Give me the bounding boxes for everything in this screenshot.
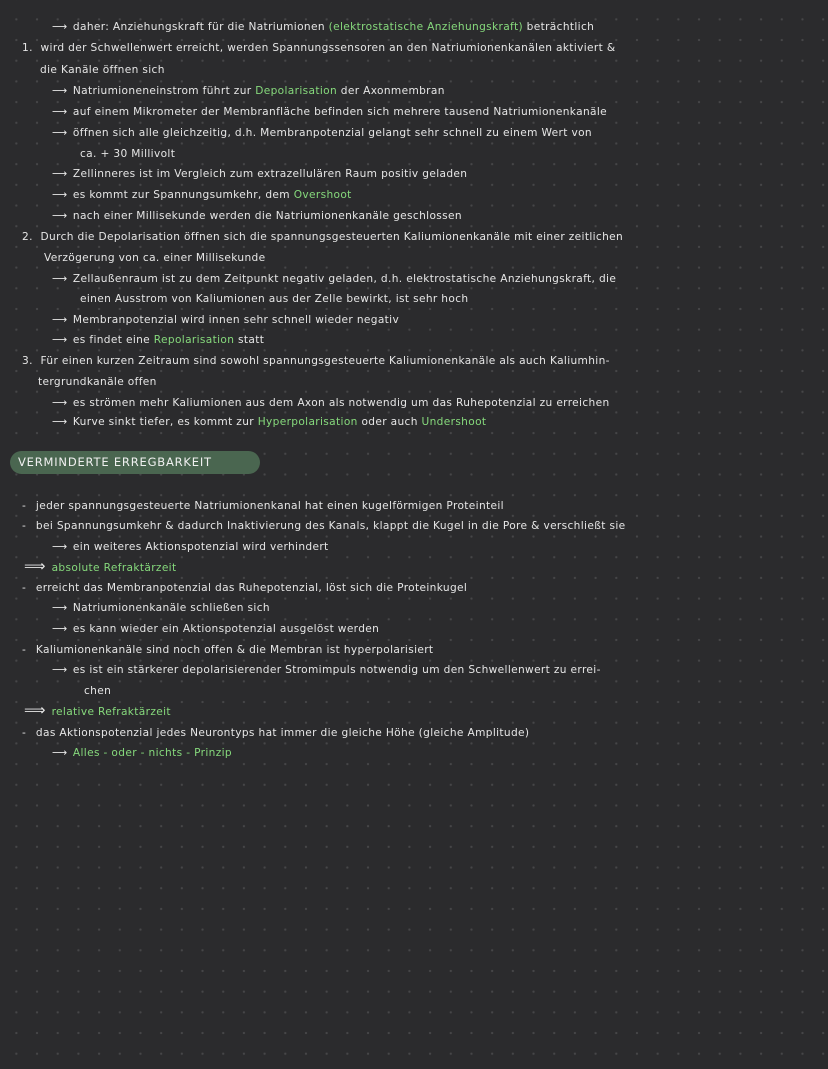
note-text: Kaliumionenkanäle sind noch offen & die Membran ist hyperpolarisiert (35, 644, 434, 656)
note-line (52, 396, 610, 410)
note-text: es kommt zur Spannungsumkehr, dem (72, 189, 290, 201)
note-text: öffnen sich alle gleichzeitig, d.h. Membranpotenzial gelangt sehr schnell zu einem Wert von (72, 127, 592, 139)
note-text: Natriumioneneinstrom führt zur (72, 85, 252, 97)
note-text: die Kanäle öffnen sich (40, 64, 165, 76)
arrow-icon: ⟶ (52, 314, 67, 326)
note-line (52, 167, 467, 181)
conclusion-line (24, 559, 176, 575)
note-line (52, 188, 352, 202)
note-line (52, 313, 399, 327)
note-line (52, 415, 486, 429)
note-line (52, 209, 462, 223)
note-line (52, 105, 607, 119)
note-text: tergrundkanäle offen (38, 376, 157, 388)
note-line (52, 622, 379, 636)
arrow-icon: ⟶ (52, 397, 67, 409)
highlight-term: Undershoot (421, 416, 487, 428)
arrow-icon: ⟶ (52, 602, 67, 614)
list-number: 1. (22, 42, 33, 54)
note-line (84, 684, 111, 698)
bullet-line (22, 499, 504, 513)
numbered-line (22, 41, 615, 55)
numbered-line (22, 354, 610, 368)
note-text: das Aktionspotenzial jedes Neurontyps hat immer die gleiche Höhe (gleiche Amplitude) (35, 727, 530, 739)
arrow-icon: ⟶ (52, 334, 67, 346)
note-text: Zellinneres ist im Vergleich zum extrazellulären Raum positiv geladen (72, 168, 468, 180)
arrow-icon: ⟶ (52, 416, 67, 428)
note-line (38, 375, 157, 389)
note-text: einen Ausstrom von Kaliumionen aus der Zelle bewirkt, ist sehr hoch (80, 293, 469, 305)
note-line (52, 663, 601, 677)
highlight-term: Depolarisation (255, 85, 338, 97)
arrow-icon: ⟶ (52, 210, 67, 222)
note-text: es ist ein stärkerer depolarisierender Stromimpuls notwendig um den Schwellenwert zu errei- (72, 664, 601, 676)
arrow-icon: ⟶ (52, 747, 67, 759)
note-text: ca. + 30 Millivolt (80, 148, 176, 160)
bullet-line (22, 726, 529, 740)
note-line (52, 272, 616, 286)
highlight-term: Repolarisation (153, 334, 235, 346)
note-line (52, 20, 594, 34)
double-arrow-icon: ⟹ (24, 557, 46, 575)
note-line (52, 84, 445, 98)
note-text: Natriumionenkanäle schließen sich (72, 602, 270, 614)
section-heading: VERMINDERTE ERREGBARKEIT (10, 451, 260, 474)
list-number: 3. (22, 355, 33, 367)
note-line (80, 292, 468, 306)
note-line (80, 147, 175, 161)
note-line (44, 251, 266, 265)
note-text: Durch die Depolarisation öffnen sich die spannungsgesteuerten Kaliumionenkanäle mit einer zeitlichen (40, 231, 624, 243)
note-text: statt (238, 334, 265, 346)
bullet-dash: - (22, 727, 27, 739)
highlight-term: relative Refraktärzeit (51, 706, 171, 718)
list-number: 2. (22, 231, 33, 243)
note-text: es strömen mehr Kaliumionen aus dem Axon als notwendig um das Ruhepotenzial zu erreichen (72, 397, 610, 409)
note-text: Für einen kurzen Zeitraum sind sowohl spannungsgesteuerte Kaliumionenkanäle als auch Kaliumhin- (40, 355, 610, 367)
arrow-icon: ⟶ (52, 106, 67, 118)
highlight-term: (elektrostatische Anziehungskraft) (328, 21, 523, 33)
arrow-icon: ⟶ (52, 541, 67, 553)
arrow-icon: ⟶ (52, 664, 67, 676)
arrow-icon: ⟶ (52, 273, 67, 285)
bullet-line (22, 643, 433, 657)
note-line (52, 540, 329, 554)
note-line (52, 333, 264, 347)
note-line (52, 126, 592, 140)
numbered-line (22, 230, 623, 244)
bullet-line (22, 581, 467, 595)
highlight-term: Overshoot (293, 189, 352, 201)
arrow-icon: ⟶ (52, 21, 67, 33)
note-text: erreicht das Membranpotenzial das Ruhepotenzial, löst sich die Proteinkugel (35, 582, 468, 594)
note-text: der Axonmembran (340, 85, 445, 97)
note-text: daher: Anziehungskraft für die Natriumionen (72, 21, 325, 33)
note-text: auf einem Mikrometer der Membranfläche befinden sich mehrere tausend Natriumionenkanäle (72, 106, 608, 118)
note-text: Zellaußenraum ist zu dem Zeitpunkt negativ geladen, d.h. elektrostatische Anziehungskraft, die (72, 273, 617, 285)
note-text: bei Spannungsumkehr & dadurch Inaktivierung des Kanals, klappt die Kugel in die Pore & verschließt sie (35, 520, 626, 532)
bullet-dash: - (22, 520, 27, 532)
note-text: nach einer Millisekunde werden die Natriumionenkanäle geschlossen (72, 210, 462, 222)
highlight-term: Alles - oder - nichts - Prinzip (72, 747, 232, 759)
note-text: es kann wieder ein Aktionspotenzial ausgelöst werden (72, 623, 380, 635)
conclusion-line (24, 703, 171, 719)
arrow-icon: ⟶ (52, 168, 67, 180)
highlight-term: Hyperpolarisation (257, 416, 358, 428)
arrow-icon: ⟶ (52, 189, 67, 201)
note-text: ein weiteres Aktionspotenzial wird verhindert (72, 541, 329, 553)
bullet-line (22, 519, 625, 533)
note-text: jeder spannungsgesteuerte Natriumionenkanal hat einen kugelförmigen Proteinteil (35, 500, 504, 512)
note-text: es findet eine (72, 334, 151, 346)
note-text: Membranpotenzial wird innen sehr schnell wieder negativ (72, 314, 400, 326)
bullet-dash: - (22, 644, 27, 656)
bullet-dash: - (22, 582, 27, 594)
arrow-icon: ⟶ (52, 127, 67, 139)
note-line (40, 63, 165, 77)
note-text: wird der Schwellenwert erreicht, werden Spannungssensoren an den Natriumionenkanälen aktiviert & (40, 42, 616, 54)
note-text: oder auch (361, 416, 418, 428)
note-line (52, 601, 270, 615)
note-text: Kurve sinkt tiefer, es kommt zur (72, 416, 254, 428)
note-line (52, 746, 232, 760)
highlight-term: absolute Refraktärzeit (51, 562, 177, 574)
note-text: chen (84, 685, 112, 697)
arrow-icon: ⟶ (52, 85, 67, 97)
double-arrow-icon: ⟹ (24, 701, 46, 719)
bullet-dash: - (22, 500, 27, 512)
note-text: beträchtlich (526, 21, 595, 33)
note-text: Verzögerung von ca. einer Millisekunde (44, 252, 266, 264)
arrow-icon: ⟶ (52, 623, 67, 635)
